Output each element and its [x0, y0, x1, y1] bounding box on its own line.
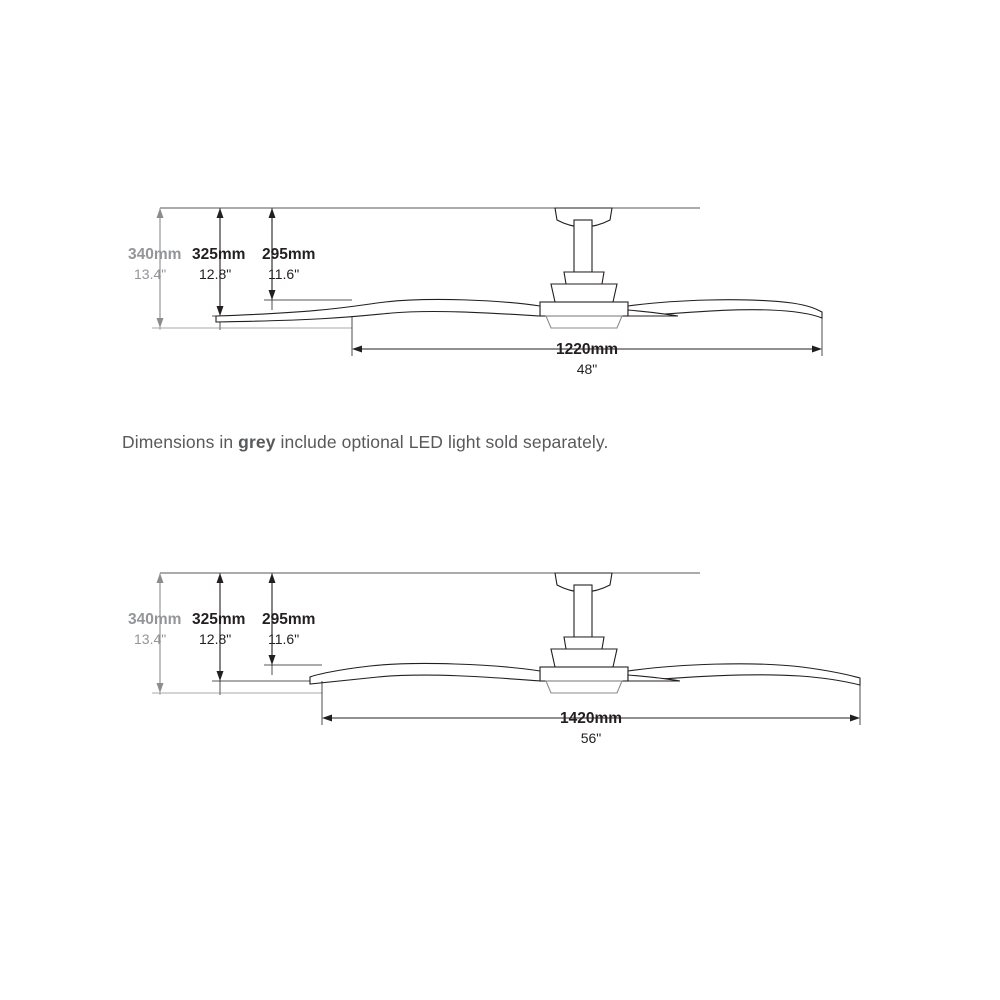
fan-drawing-48: [0, 160, 1000, 400]
width-label-48-metric: 1220mm: [555, 341, 619, 358]
height-label-340-metric: 340mm: [128, 246, 182, 263]
height-label-295-metric: 295mm: [262, 611, 316, 628]
note-prefix: Dimensions in: [122, 432, 239, 452]
height-label-340-imperial: 13.4": [134, 631, 167, 647]
note-grey-word: grey: [238, 432, 276, 452]
height-label-325-metric: 325mm: [192, 611, 246, 628]
height-label-325-metric: 325mm: [192, 246, 246, 263]
height-label-340-metric: 340mm: [128, 611, 182, 628]
fan-drawing-56: [0, 525, 1000, 775]
height-label-325-imperial: 12.8": [199, 266, 232, 282]
height-label-340-imperial: 13.4": [134, 266, 167, 282]
fan-blades-48: [216, 299, 822, 322]
height-label-295-imperial: 11.6": [268, 266, 300, 282]
fan-body-56: [540, 573, 628, 693]
fan-body-48: [540, 208, 628, 328]
grey-dimensions-note: [122, 432, 608, 453]
note-suffix: include optional LED light sold separately.: [275, 432, 609, 452]
height-label-295-imperial: 11.6": [268, 631, 300, 647]
width-label-56-metric: 1420mm: [559, 710, 623, 727]
height-label-325-imperial: 12.8": [199, 631, 232, 647]
width-label-48-imperial: 48": [576, 361, 598, 377]
height-label-295-metric: 295mm: [262, 246, 316, 263]
fan-dimension-diagram-48: [0, 160, 1000, 400]
fan-dimension-diagram-56: [0, 525, 1000, 775]
width-label-56-imperial: 56": [580, 730, 602, 746]
